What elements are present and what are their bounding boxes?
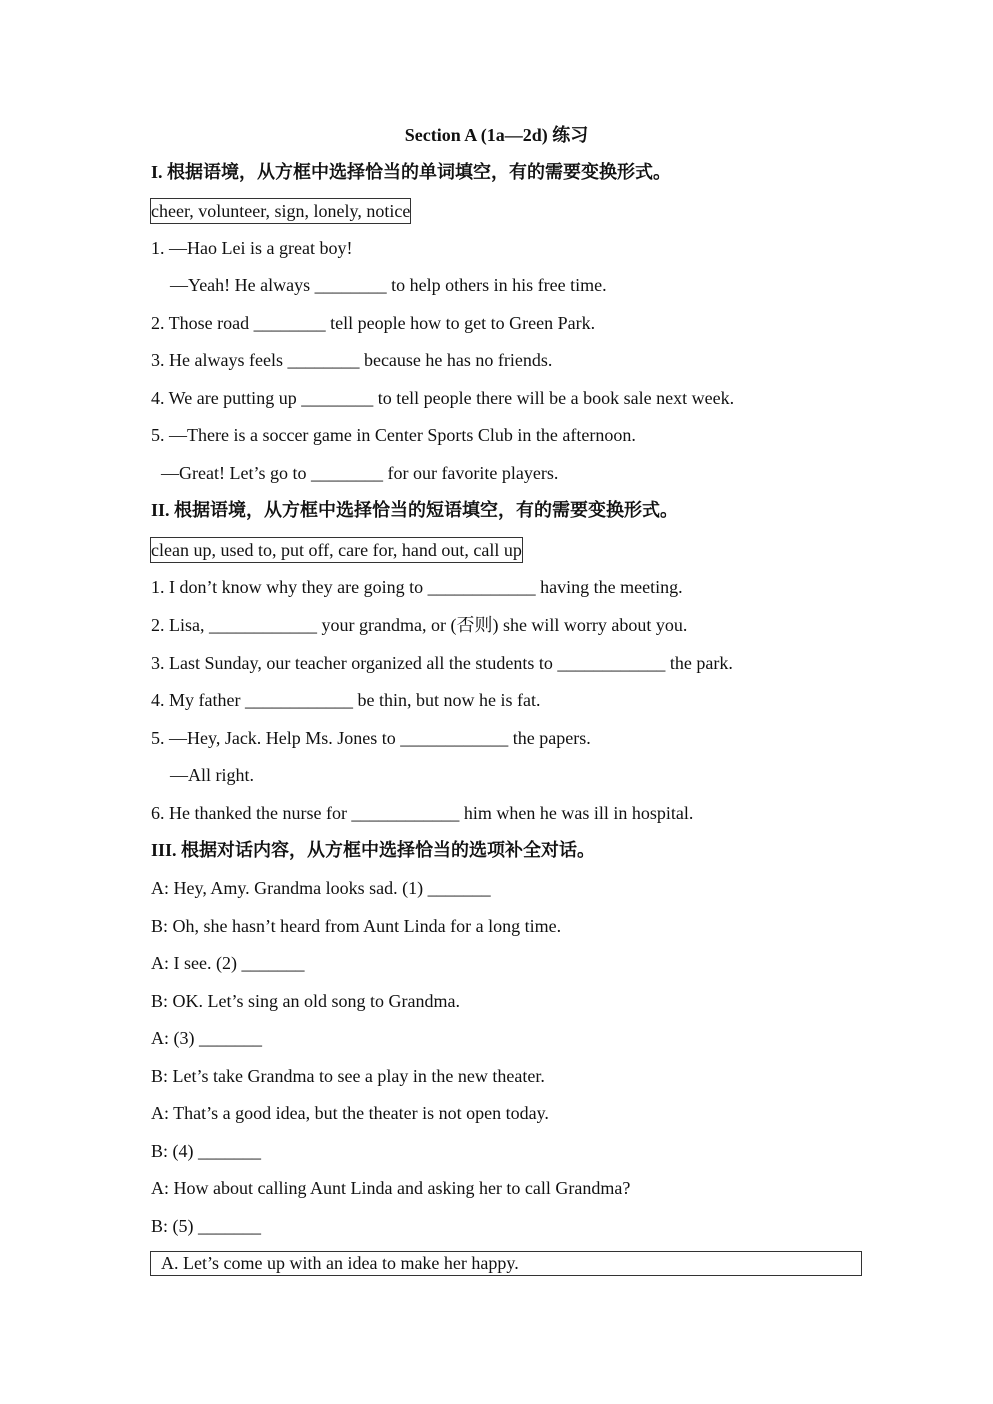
- dialog-line: B: Oh, she hasn’t heard from Aunt Linda for a long time.: [151, 916, 562, 936]
- part1-line: 5. —There is a soccer game in Center Sports Club in the afternoon.: [151, 425, 636, 445]
- part2-line: 5. —Hey, Jack. Help Ms. Jones to ____________ the papers.: [151, 728, 591, 748]
- word-box-text: cheer, volunteer, sign, lonely, notice: [150, 198, 411, 224]
- part3-heading: III. 根据对话内容，从方框中选择恰当的选项补全对话。: [151, 840, 596, 860]
- part2-line: 2. Lisa, ____________ your grandma, or (否则) she will worry about you.: [151, 615, 688, 635]
- dialog-line: B: (4) _______: [151, 1141, 261, 1161]
- part1-line: 4. We are putting up ________ to tell people there will be a book sale next week.: [151, 388, 735, 408]
- dialog-line: B: (5) _______: [151, 1216, 261, 1236]
- part2-line: 6. He thanked the nurse for ____________ him when he was ill in hospital.: [151, 803, 694, 823]
- part1-line: —Great! Let’s go to ________ for our favorite players.: [161, 463, 559, 483]
- phrase-box: [150, 537, 523, 563]
- dialog-line: A: (3) _______: [151, 1028, 262, 1048]
- part1-line: 2. Those road ________ tell people how to get to Green Park.: [151, 313, 596, 333]
- word-box: [150, 198, 411, 224]
- part1-line: 3. He always feels ________ because he has no friends.: [151, 350, 553, 370]
- part2-heading: II. 根据语境，从方框中选择恰当的短语填空，有的需要变换形式。: [151, 500, 679, 520]
- page-title: Section A (1a—2d) 练习: [404, 125, 589, 145]
- dialog-line: A: Hey, Amy. Grandma looks sad. (1) _______: [151, 878, 491, 898]
- part2-line: 4. My father ____________ be thin, but now he is fat.: [151, 690, 541, 710]
- dialog-line: A: I see. (2) _______: [151, 953, 305, 973]
- part1-heading: I. 根据语境，从方框中选择恰当的单词填空，有的需要变换形式。: [151, 162, 672, 182]
- option-a: A. Let’s come up with an idea to make her happy.: [161, 1253, 519, 1273]
- option-box: [150, 1251, 862, 1276]
- part1-line: —Yeah! He always ________ to help others in his free time.: [170, 275, 607, 295]
- dialog-line: B: Let’s take Grandma to see a play in the new theater.: [151, 1066, 545, 1086]
- phrase-box-text: clean up, used to, put off, care for, hand out, call up: [150, 537, 523, 563]
- dialog-line: B: OK. Let’s sing an old song to Grandma.: [151, 991, 460, 1011]
- dialog-line: A: That’s a good idea, but the theater is not open today.: [151, 1103, 549, 1123]
- dialog-line: A: How about calling Aunt Linda and asking her to call Grandma?: [151, 1178, 631, 1198]
- part2-line: 1. I don’t know why they are going to ____________ having the meeting.: [151, 577, 683, 597]
- part1-line: 1. —Hao Lei is a great boy!: [151, 238, 353, 258]
- part2-line: —All right.: [170, 765, 254, 785]
- part2-line: 3. Last Sunday, our teacher organized all the students to ____________ the park.: [151, 653, 733, 673]
